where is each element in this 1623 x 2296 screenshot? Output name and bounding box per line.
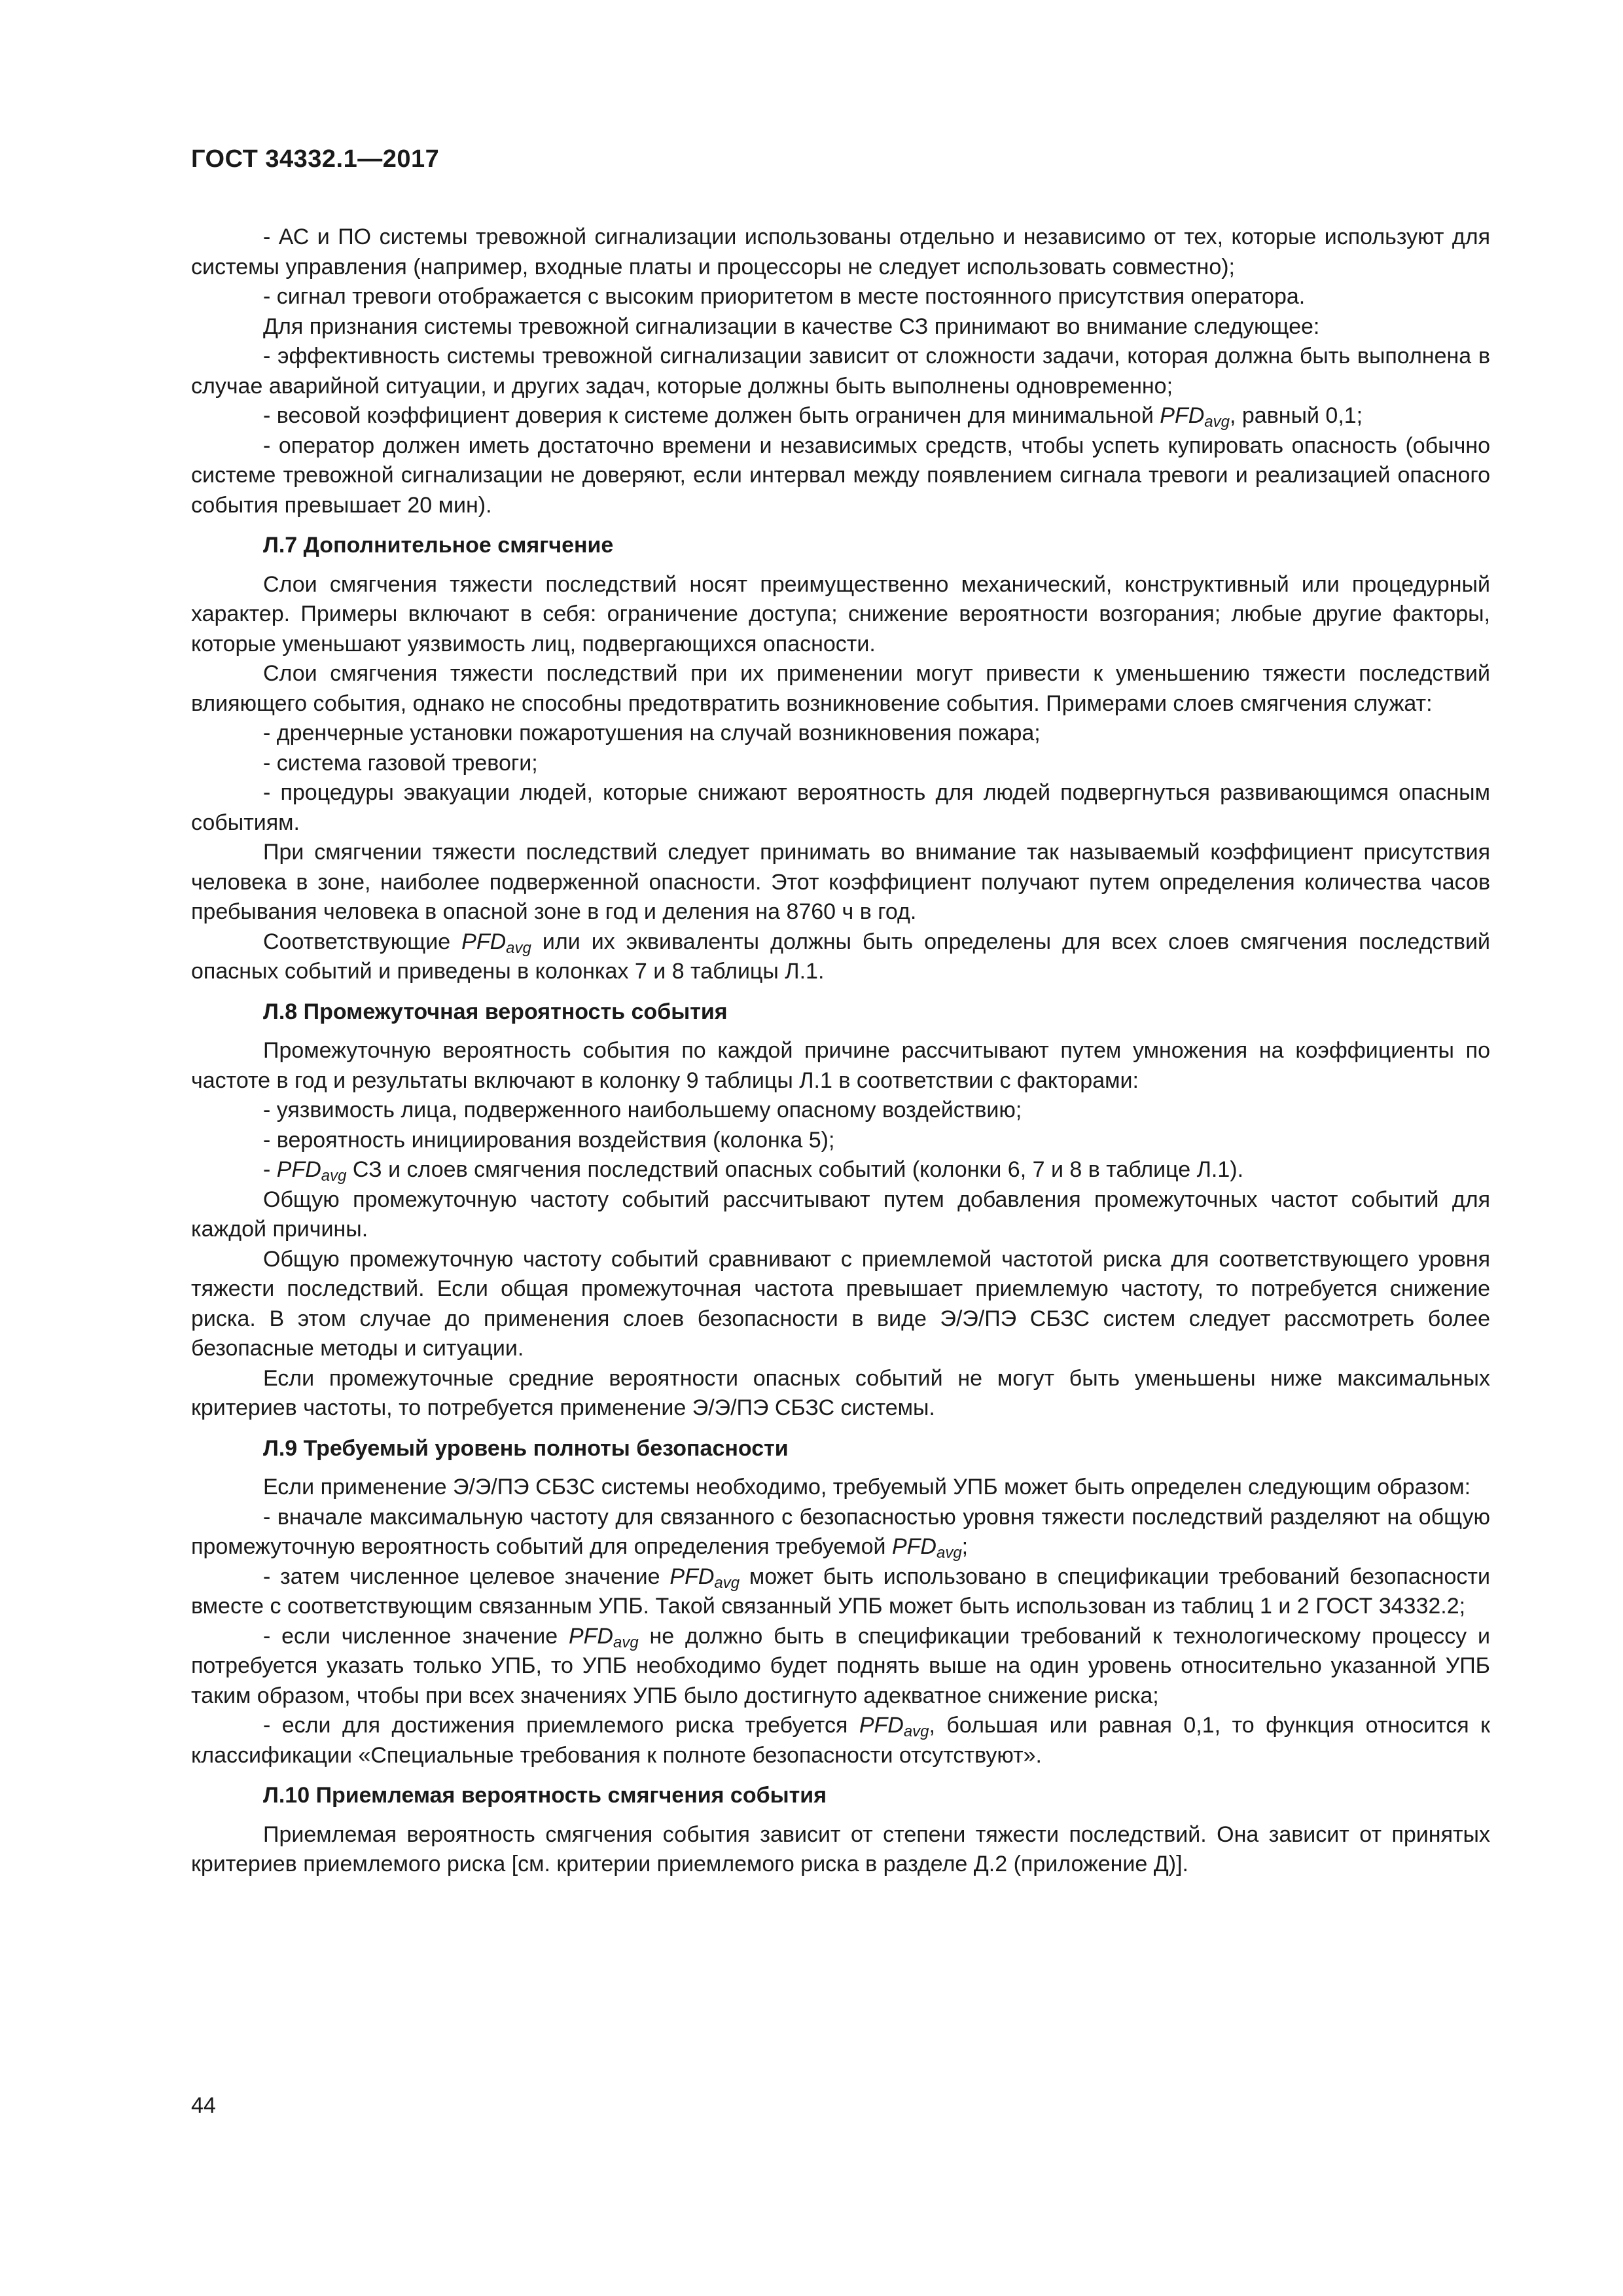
paragraph: Общую промежуточную частоту событий рассчитывают путем добавления промежуточных частот событий для каждой причины. (191, 1187, 1490, 1242)
pfd-avg-symbol: $PFD_{avg}$ (859, 1713, 929, 1740)
paragraph: - дренчерные установки пожаротушения на случай возникновения пожара; (263, 721, 1041, 745)
paragraph: - если для достижения приемлемого риска требуется $PFD_{avg}$, большая или равная 0,1, то функция относится к классификации «Специальные требования к полноте безопасности отсутствуют». (191, 1713, 1491, 1768)
paragraph: - вероятность инициирования воздействия (колонка 5); (263, 1127, 835, 1153)
paragraph: - если численное значение $PFD_{avg}$ не должно быть в спецификации требований к технологическому процессу и потребуется указать только УПБ, то УПБ необходимо будет поднять выше на один уровень относительно указанной УПБ таким образом, чтобы при всех значениях УПБ было достигнуто адекватное снижение риска; (191, 1623, 1490, 1708)
paragraph: - эффективность системы тревожной сигнализации зависит от сложности задачи, которая должна быть выполнена в случае аварийной ситуации, и других задач, которые должны быть выполнены одновременно; (191, 344, 1490, 399)
paragraph: - уязвимость лица, подверженного наибольшему опасному воздействию; (263, 1098, 1022, 1122)
pfd-avg-symbol: $PFD_{avg}$ (669, 1564, 740, 1592)
paragraph: - система газовой тревоги; (263, 750, 538, 776)
paragraph: Общую промежуточную частоту событий сравнивают с приемлемой частотой риска для соответствующего уровня тяжести последствий. Если общая промежуточная частота превышает приемлемую частоту, то потребуется снижение риска. В этом случае до применения слоев безопасности в виде Э/Э/ПЭ СБЗС систем следует рассмотреть более безопасные методы и ситуации. (191, 1246, 1490, 1361)
paragraph: - вначале максимальную частоту для связанного с безопасностью уровня тяжести последствий разделяют на общую промежуточную вероятность событий для определения требуемой $PFD_{avg}$; (191, 1504, 1490, 1562)
page-number: 44 (191, 2093, 216, 2118)
paragraph: Приемлемая вероятность смягчения события зависит от степени тяжести последствий. Она зависит от принятых критериев приемлемого риска [см. критерии приемлемого риска в разделе Д.2 (приложение Д)]. (191, 1821, 1490, 1876)
paragraph: При смягчении тяжести последствий следует принимать во внимание так называемый коэффициент присутствия человека в зоне, наиболее подверженной опасности. Этот коэффициент получают путем определения количества часов пребывания человека в опасной зоне в год и деления на 8760 ч в год. (191, 840, 1490, 924)
pfd-avg-symbol: $PFD_{avg}$ (568, 1623, 639, 1651)
paragraph: Если промежуточные средние вероятности опасных событий не могут быть уменьшены ниже максимальных критериев частоты, то потребуется применение Э/Э/ПЭ СБЗС системы. (191, 1365, 1490, 1420)
paragraph: Промежуточную вероятность события по каждой причине рассчитывают путем умножения на коэффициенты по частоте в год и результаты включают в колонку 9 таблицы Л.1 в соответствии с факторами: (191, 1038, 1490, 1093)
pfd-avg-symbol: $PFD_{avg}$ (891, 1534, 962, 1562)
paragraph: Для признания системы тревожной сигнализации в качестве СЗ принимают во внимание следующее: (263, 314, 1320, 339)
pfd-avg-symbol: $PFD_{avg}$ (1160, 403, 1230, 431)
paragraph: - затем численное целевое значение $PFD_{avg}$ может быть использовано в спецификации требований безопасности вместе с соответствующим связанным УПБ. Такой связанный УПБ может быть использован из таблиц 1 и 2 ГОСТ 34332.2; (191, 1564, 1490, 1619)
paragraph: - $PFD_{avg}$ СЗ и слоев смягчения последствий опасных событий (колонки 6, 7 и 8 в таблице Л.1). (263, 1157, 1244, 1185)
paragraph: Слои смягчения тяжести последствий носят преимущественно механический, конструктивный или процедурный характер. Примеры включают в себя: ограничение доступа; снижение вероятности возгорания; любые другие факторы, которые уменьшают уязвимость лиц, подвергающихся опасности. (191, 571, 1490, 656)
section-heading: Л.7 Дополнительное смягчение (263, 533, 614, 558)
paragraph: - сигнал тревоги отображается с высоким приоритетом в месте постоянного присутствия оператора. (263, 284, 1306, 309)
section-heading: Л.10 Приемлемая вероятность смягчения события (263, 1783, 827, 1808)
paragraph: Соответствующие $PFD_{avg}$ или их эквиваленты должны быть определены для всех слоев смягчения последствий опасных событий и приведены в колонках 7 и 8 таблицы Л.1. (191, 929, 1491, 984)
paragraph: - процедуры эвакуации людей, которые снижают вероятность для людей подвергнуться развивающимся опасным событиям. (191, 780, 1490, 835)
paragraph: - АС и ПО системы тревожной сигнализации использованы отдельно и независимо от тех, которые используют для системы управления (например, входные платы и процессоры не следует использовать совместно); (191, 224, 1490, 279)
pfd-avg-symbol: $PFD_{avg}$ (461, 929, 531, 957)
paragraph: Слои смягчения тяжести последствий при их применении могут привести к уменьшению тяжести последствий влияющего события, однако не способны предотвратить возникновение события. Примерами слоев смягчения служат: (191, 661, 1490, 716)
page-body (191, 223, 1490, 1880)
paragraph: - оператор должен иметь достаточно времени и независимых средств, чтобы успеть купировать опасность (обычно системе тревожной сигнализации не доверяют, если интервал между появлением сигнала тревоги и реализацией опасного события превышает 20 мин). (191, 433, 1490, 518)
section-heading: Л.8 Промежуточная вероятность события (263, 999, 728, 1024)
paragraph: - весовой коэффициент доверия к системе должен быть ограничен для минимальной $PFD_{avg}$, равный 0,1; (263, 403, 1363, 431)
section-heading: Л.9 Требуемый уровень полноты безопасности (263, 1435, 789, 1461)
pfd-avg-symbol: $PFD_{avg}$ (276, 1157, 347, 1185)
paragraph: Если применение Э/Э/ПЭ СБЗС системы необходимо, требуемый УПБ может быть определен следующим образом: (263, 1475, 1471, 1499)
page-header: ГОСТ 34332.1—2017 (191, 145, 440, 173)
